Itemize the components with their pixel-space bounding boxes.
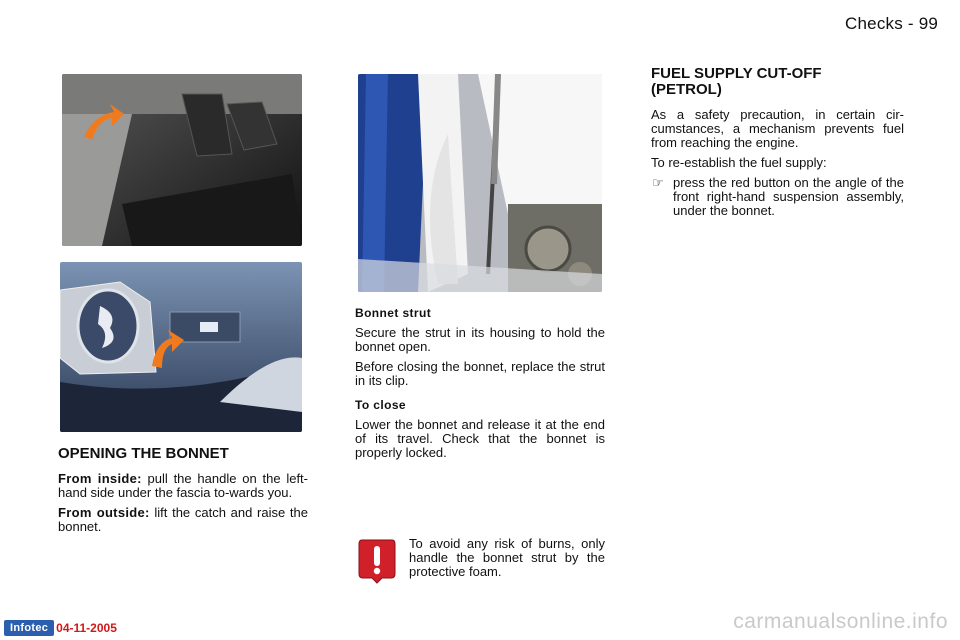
from-outside-lead: From outside: [58,505,150,520]
edition-date: 04-11-2005 [56,621,117,635]
strut-paragraph-1: Secure the strut in its housing to hold the bonnet open. [355,325,605,354]
warning-text: To avoid any risk of burns, only handle the bonnet strut by the protective foam. [409,536,605,579]
to-close-paragraph: Lower the bonnet and release it at the end of its travel. Check that the bonnet is properly locked. [355,417,605,460]
footer-info [4,620,117,636]
opening-bonnet-title: OPENING THE BONNET [58,445,229,462]
fuel-bullet-item [651,176,904,218]
page-number: 99 [918,14,938,33]
opening-bonnet-section [58,446,308,540]
page-header [845,14,938,34]
strut-paragraph-2: Before closing the bonnet, replace the strut in its clip. [355,359,605,388]
header-separator: - [907,14,914,33]
from-outside-text: lift the catch and raise the bonnet. [58,505,308,534]
footwell-photo [62,74,302,246]
from-inside-lead: From inside: [58,471,142,486]
from-inside-text: pull the handle on the left-hand side under the fascia to-wards you. [58,471,308,500]
from-outside-paragraph [58,506,308,534]
infotec-badge: Infotec [4,620,54,636]
bonnet-strut-title: Bonnet strut [355,306,432,320]
fuel-paragraph-2: To re-establish the fuel supply: [651,155,827,170]
from-inside-paragraph [58,472,308,500]
fuel-paragraph-1: As a safety precaution, in certain cir-cumstances, a mechanism prevents fuel from reaching the engine. [651,107,904,150]
bonnet-strut-section [355,306,605,466]
fuel-bullet-text: press the red button on the angle of the front right-hand suspension assembly, under the bonnet. [673,175,904,218]
bonnet-strut-photo [358,74,602,292]
grille-catch-photo [60,262,302,432]
site-watermark: carmanualsonline.info [733,610,948,633]
to-close-title: To close [355,398,406,412]
pointing-hand-icon: ☞ [652,175,664,190]
exclamation-warning-icon [358,538,396,584]
fuel-cutoff-title: FUEL SUPPLY CUT-OFF (PETROL) [651,65,822,98]
fuel-cutoff-section [651,66,904,218]
section-name: Checks [845,14,903,33]
